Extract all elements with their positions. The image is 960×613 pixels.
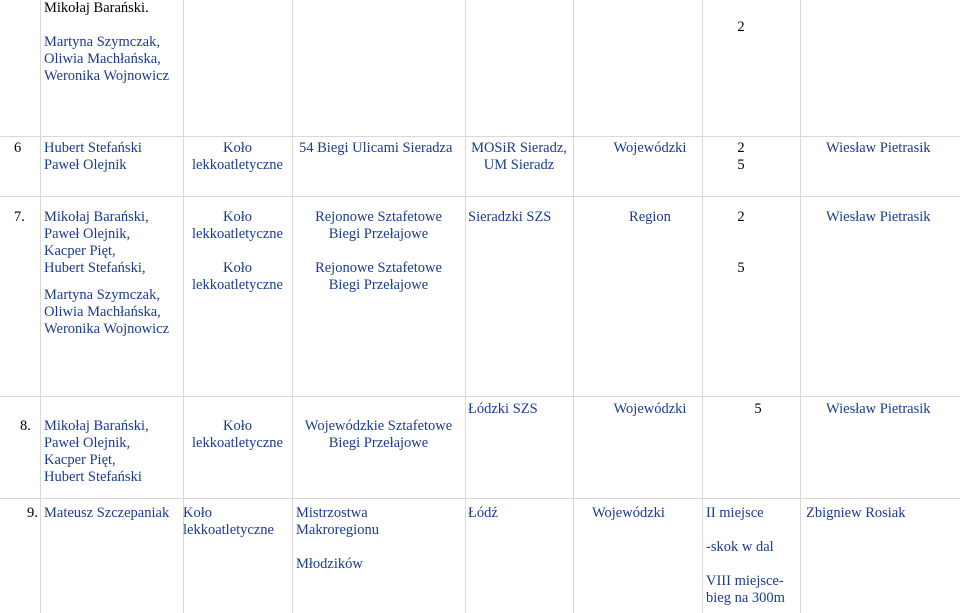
row8-event-line: Biegi Przełajowe <box>328 435 429 451</box>
row6-club-line: lekkoatletyczne <box>192 157 283 173</box>
row6-name: Paweł Olejnik <box>44 157 127 173</box>
row-divider <box>0 396 960 397</box>
row8-names <box>44 418 149 486</box>
top-name: Weronika Wojnowicz <box>44 68 170 84</box>
row7-place: 5 <box>737 260 745 276</box>
row7-name: Kacper Pięt, <box>44 243 116 259</box>
row9-coach: Zbigniew Rosiak <box>806 505 906 521</box>
row7-club-line: lekkoatletyczne <box>192 226 283 242</box>
row8-place: 5 <box>754 401 762 417</box>
row6-club <box>183 140 292 174</box>
column-divider <box>702 0 703 613</box>
row7-name: Mikołaj Barański, <box>44 209 149 225</box>
row9-result-line: -skok w dal <box>706 539 774 555</box>
top-name: Martyna Szymczak, <box>44 34 160 50</box>
row6-place: 5 <box>737 157 745 173</box>
row7-event-line: Biegi Przełajowe <box>328 277 429 293</box>
row7-place: 2 <box>737 209 745 225</box>
top-names <box>44 0 169 85</box>
row7-name: Martyna Szymczak, <box>44 287 160 303</box>
row7-places <box>731 209 751 277</box>
row6-organizer-line: UM Sieradz <box>483 157 555 173</box>
row8-coach: Wiesław Pietrasik <box>826 401 931 417</box>
row7-club-line: Koło <box>223 260 252 276</box>
row9-event <box>296 505 379 573</box>
top-place: 2 <box>737 19 745 35</box>
row8-level: Wojewódzki <box>613 401 687 417</box>
row6-event: 54 Biegi Ulicami Sieradza <box>299 140 453 156</box>
row7-number: 7. <box>14 209 25 225</box>
row8-organizer: Łódzki SZS <box>468 401 538 417</box>
row8-club <box>183 418 292 452</box>
row8-event-line: Wojewódzkie Sztafetowe <box>304 418 453 434</box>
row9-number: 9. <box>27 505 38 521</box>
row7-event-line: Biegi Przełajowe <box>328 226 429 242</box>
column-divider <box>292 0 293 613</box>
row9-event-line: Młodzików <box>296 556 363 572</box>
row7-name: Weronika Wojnowicz <box>44 321 170 337</box>
row7-coach: Wiesław Pietrasik <box>826 209 931 225</box>
row6-organizer <box>465 140 573 174</box>
row9-event-line: Makroregionu <box>296 522 379 538</box>
row9-name: Mateusz Szczepaniak <box>44 505 170 521</box>
row8-club-line: Koło <box>223 418 252 434</box>
column-divider <box>800 0 801 613</box>
row7-names <box>44 209 169 338</box>
row8-number: 8. <box>20 418 31 434</box>
row7-name: Oliwia Machłańska, <box>44 304 161 320</box>
row9-result-line: VIII miejsce- <box>706 573 784 589</box>
row8-name: Hubert Stefański <box>44 469 142 485</box>
row7-level: Region <box>629 209 671 225</box>
row7-club-line: Koło <box>223 209 252 225</box>
row6-club-line: Koło <box>223 140 252 156</box>
row6-level: Wojewódzki <box>613 140 687 156</box>
column-divider <box>40 0 41 613</box>
column-divider <box>465 0 466 613</box>
row8-event <box>292 418 465 452</box>
row9-organizer: Łódź <box>468 505 498 521</box>
row6-name: Hubert Stefański <box>44 140 142 156</box>
row7-club-line: lekkoatletyczne <box>192 277 283 293</box>
row9-club-line: Koło <box>183 505 212 521</box>
row7-name: Hubert Stefański, <box>44 260 146 276</box>
top-names-a: Mikołaj Barański. <box>44 0 149 16</box>
row6-coach: Wiesław Pietrasik <box>826 140 931 156</box>
column-divider <box>573 0 574 613</box>
row9-result <box>706 505 785 607</box>
row7-event-line: Rejonowe Sztafetowe <box>315 260 442 276</box>
row9-level: Wojewódzki <box>592 505 665 521</box>
row7-event <box>292 209 465 294</box>
row8-name: Paweł Olejnik, <box>44 435 131 451</box>
row6-places <box>731 140 751 174</box>
top-name: Oliwia Machłańska, <box>44 51 161 67</box>
row9-result-line: II miejsce <box>706 505 764 521</box>
row8-name: Mikołaj Barański, <box>44 418 149 434</box>
row9-club <box>183 505 274 539</box>
row-divider <box>0 498 960 499</box>
row7-organizer: Sieradzki SZS <box>468 209 552 225</box>
row9-result-line: bieg na 300m <box>706 590 785 606</box>
row7-name: Paweł Olejnik, <box>44 226 131 242</box>
row-divider <box>0 136 960 137</box>
row6-names <box>44 140 142 174</box>
row6-place: 2 <box>737 140 745 156</box>
row6-number: 6 <box>14 140 22 156</box>
row8-club-line: lekkoatletyczne <box>192 435 283 451</box>
row7-club <box>183 209 292 294</box>
row-divider <box>0 196 960 197</box>
row8-name: Kacper Pięt, <box>44 452 116 468</box>
row6-organizer-line: MOSiR Sieradz, <box>471 140 567 156</box>
row7-event-line: Rejonowe Sztafetowe <box>315 209 442 225</box>
row9-event-line: Mistrzostwa <box>296 505 368 521</box>
row9-club-line: lekkoatletyczne <box>183 522 274 538</box>
